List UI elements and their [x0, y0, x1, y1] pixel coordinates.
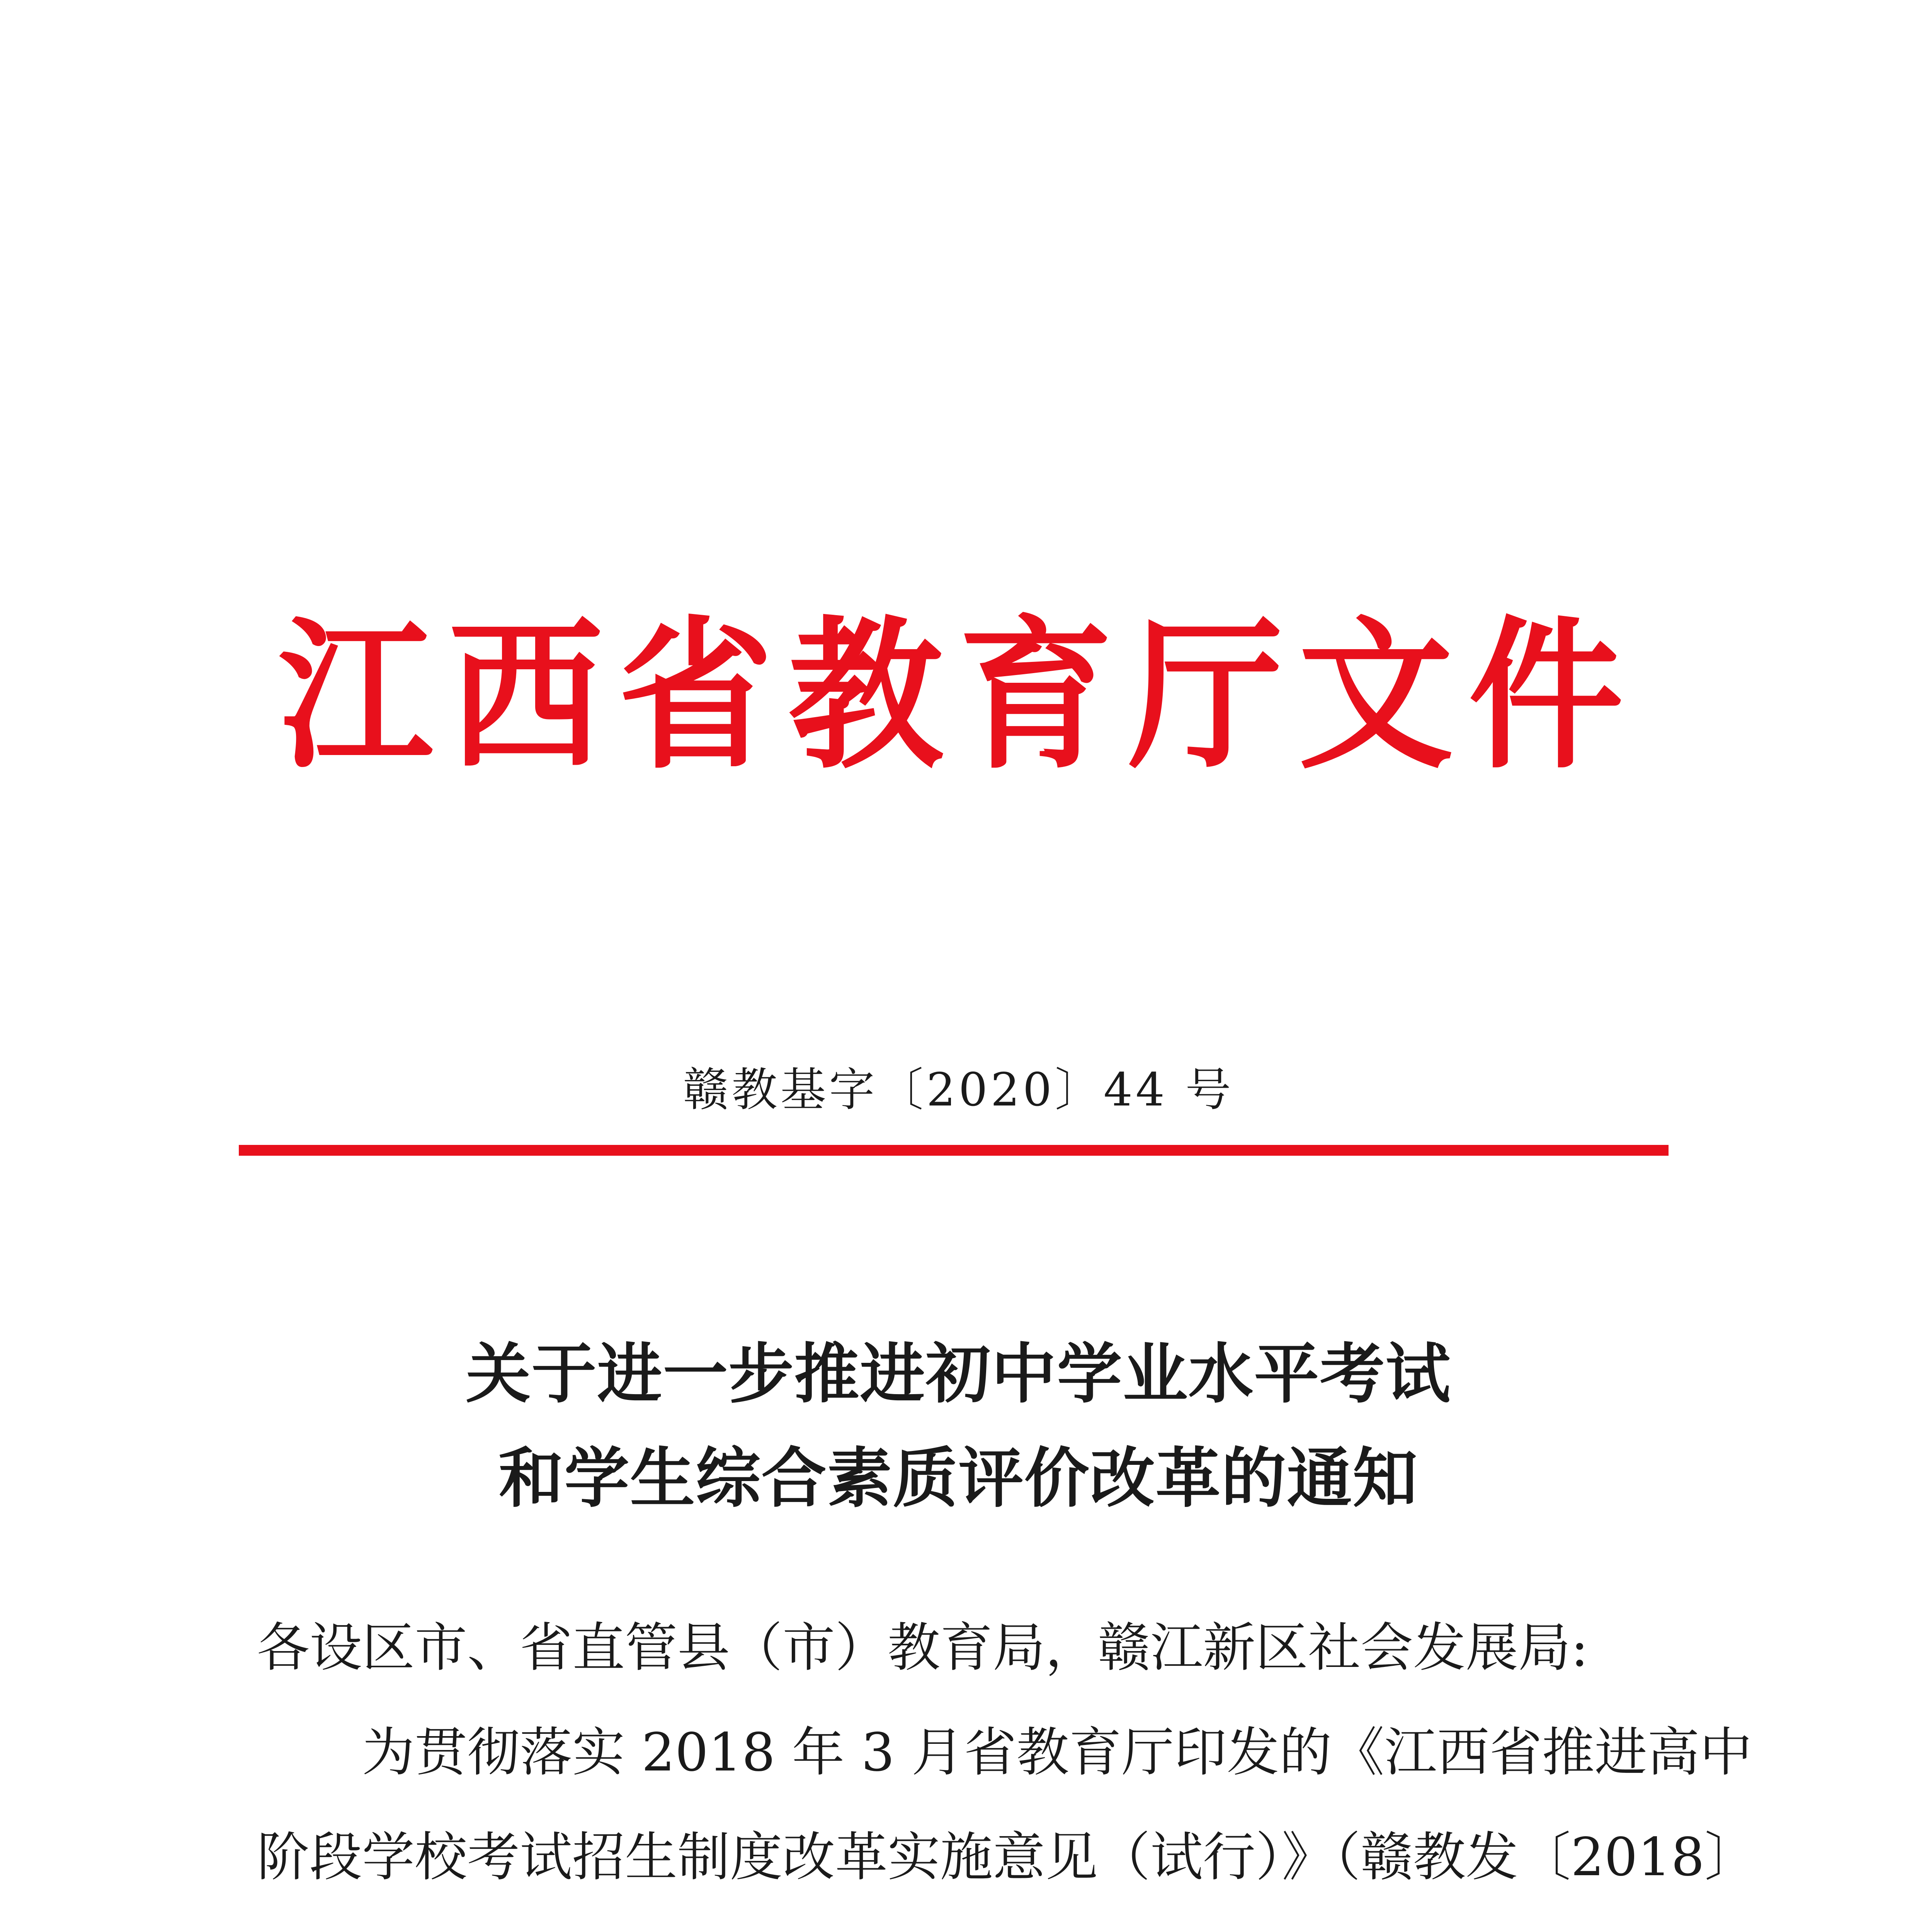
- issuer-header-title: 江西省教育厅文件: [278, 600, 1639, 791]
- paragraph-1-line-1: 为贯彻落实 2018 年 3 月省教育厅印发的《江西省推进高中: [362, 1722, 1752, 1783]
- red-divider-line: [239, 1145, 1669, 1156]
- document-number: 赣教基字〔2020〕44 号: [683, 1063, 1234, 1116]
- salutation: 各设区市、省直管县（市）教育局，赣江新区社会发展局:: [257, 1617, 1589, 1679]
- paragraph-1-line-3: [257, 1910, 1675, 1932]
- notice-title-line-2: 和学生综合素质评价改革的通知: [498, 1440, 1419, 1516]
- body-text: [257, 1596, 1757, 1932]
- paragraph-1-line-2: 阶段学校考试招生制度改革实施意见（试行）》（赣教发〔2018〕: [257, 1827, 1757, 1888]
- notice-title-line-1: 关于进一步推进初中学业水平考试: [466, 1335, 1451, 1412]
- notice-title: [0, 1321, 1917, 1530]
